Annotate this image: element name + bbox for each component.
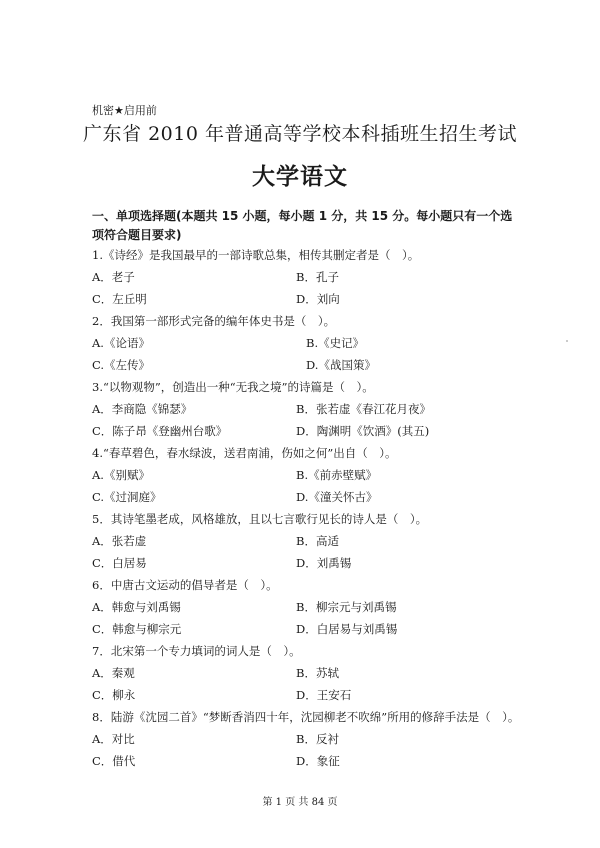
scan-speck	[566, 340, 568, 342]
q2-option-b: B.《史记》	[306, 336, 365, 350]
q2-option-a: A.《论语》	[92, 336, 150, 350]
q5-option-a: A．张若虚	[92, 534, 147, 548]
q1-option-c: C．左丘明	[92, 292, 147, 306]
q4-option-b: B.《前赤壁赋》	[296, 468, 378, 482]
exam-title: 广东省 2010 年普通高等学校本科插班生招生考试	[83, 123, 517, 145]
q4-option-c: C.《过洞庭》	[92, 490, 162, 504]
q7-option-d: D．王安石	[296, 688, 352, 702]
question-3: 3.“以物观物”，创造出一种“无我之境”的诗篇是（ ）。	[92, 380, 374, 394]
question-7: 7．北宋第一个专力填词的词人是（ ）。	[92, 644, 301, 658]
q4-option-d: D.《潼关怀古》	[296, 490, 378, 504]
confidential-label: 机密★启用前	[92, 104, 157, 117]
q1-option-a: A．老子	[92, 270, 135, 284]
q1-option-b: B．孔子	[296, 270, 339, 284]
q8-option-a: A．对比	[92, 732, 135, 746]
q1-option-d: D．刘向	[296, 292, 340, 306]
question-4: 4.“春草碧色，春水绿波，送君南浦，伤如之何”出自（ ）。	[92, 446, 397, 460]
q7-option-b: B．苏轼	[296, 666, 339, 680]
subject-title: 大学语文	[252, 164, 348, 190]
question-6: 6．中唐古文运动的倡导者是（ ）。	[92, 578, 278, 592]
q3-option-a: A．李商隐《锦瑟》	[92, 402, 193, 416]
q5-option-c: C．白居易	[92, 556, 147, 570]
q8-option-b: B．反衬	[296, 732, 339, 746]
q3-option-b: B．张若虚《春江花月夜》	[296, 402, 431, 416]
q8-option-d: D．象征	[296, 754, 340, 768]
q5-option-b: B．高适	[296, 534, 339, 548]
q4-option-a: A.《别赋》	[92, 468, 150, 482]
q3-option-c: C．陈子昂《登幽州台歌》	[92, 424, 228, 438]
q5-option-d: D．刘禹锡	[296, 556, 352, 570]
page-number: 第 1 页 共 84 页	[262, 797, 338, 808]
q3-option-d: D．陶渊明《饮酒》(其五)	[296, 424, 430, 438]
question-1: 1.《诗经》是我国最早的一部诗歌总集，相传其删定者是（ ）。	[92, 248, 420, 262]
question-2: 2．我国第一部形式完备的编年体史书是（ ）。	[92, 314, 336, 328]
q6-option-c: C．韩愈与柳宗元	[92, 622, 182, 636]
q2-option-d: D.《战国策》	[306, 358, 376, 372]
q6-option-b: B．柳宗元与刘禹锡	[296, 600, 397, 614]
q6-option-d: D．白居易与刘禹锡	[296, 622, 398, 636]
q7-option-a: A．秦观	[92, 666, 135, 680]
q6-option-a: A．韩愈与刘禹锡	[92, 600, 181, 614]
question-5: 5．其诗笔墨老成，风格雄放，且以七言歌行见长的诗人是（ ）。	[92, 512, 428, 526]
section-heading: 一、单项选择题(本题共 15 小题，每小题 1 分，共 15 分。每小题只有一个选项符合题目要求)	[92, 209, 513, 242]
q8-option-c: C．借代	[92, 754, 136, 768]
q7-option-c: C．柳永	[92, 688, 136, 702]
q2-option-c: C.《左传》	[92, 358, 151, 372]
question-8: 8．陆游《沈园二首》“梦断香消四十年，沈园柳老不吹绵”所用的修辞手法是（ ）。	[92, 710, 520, 724]
